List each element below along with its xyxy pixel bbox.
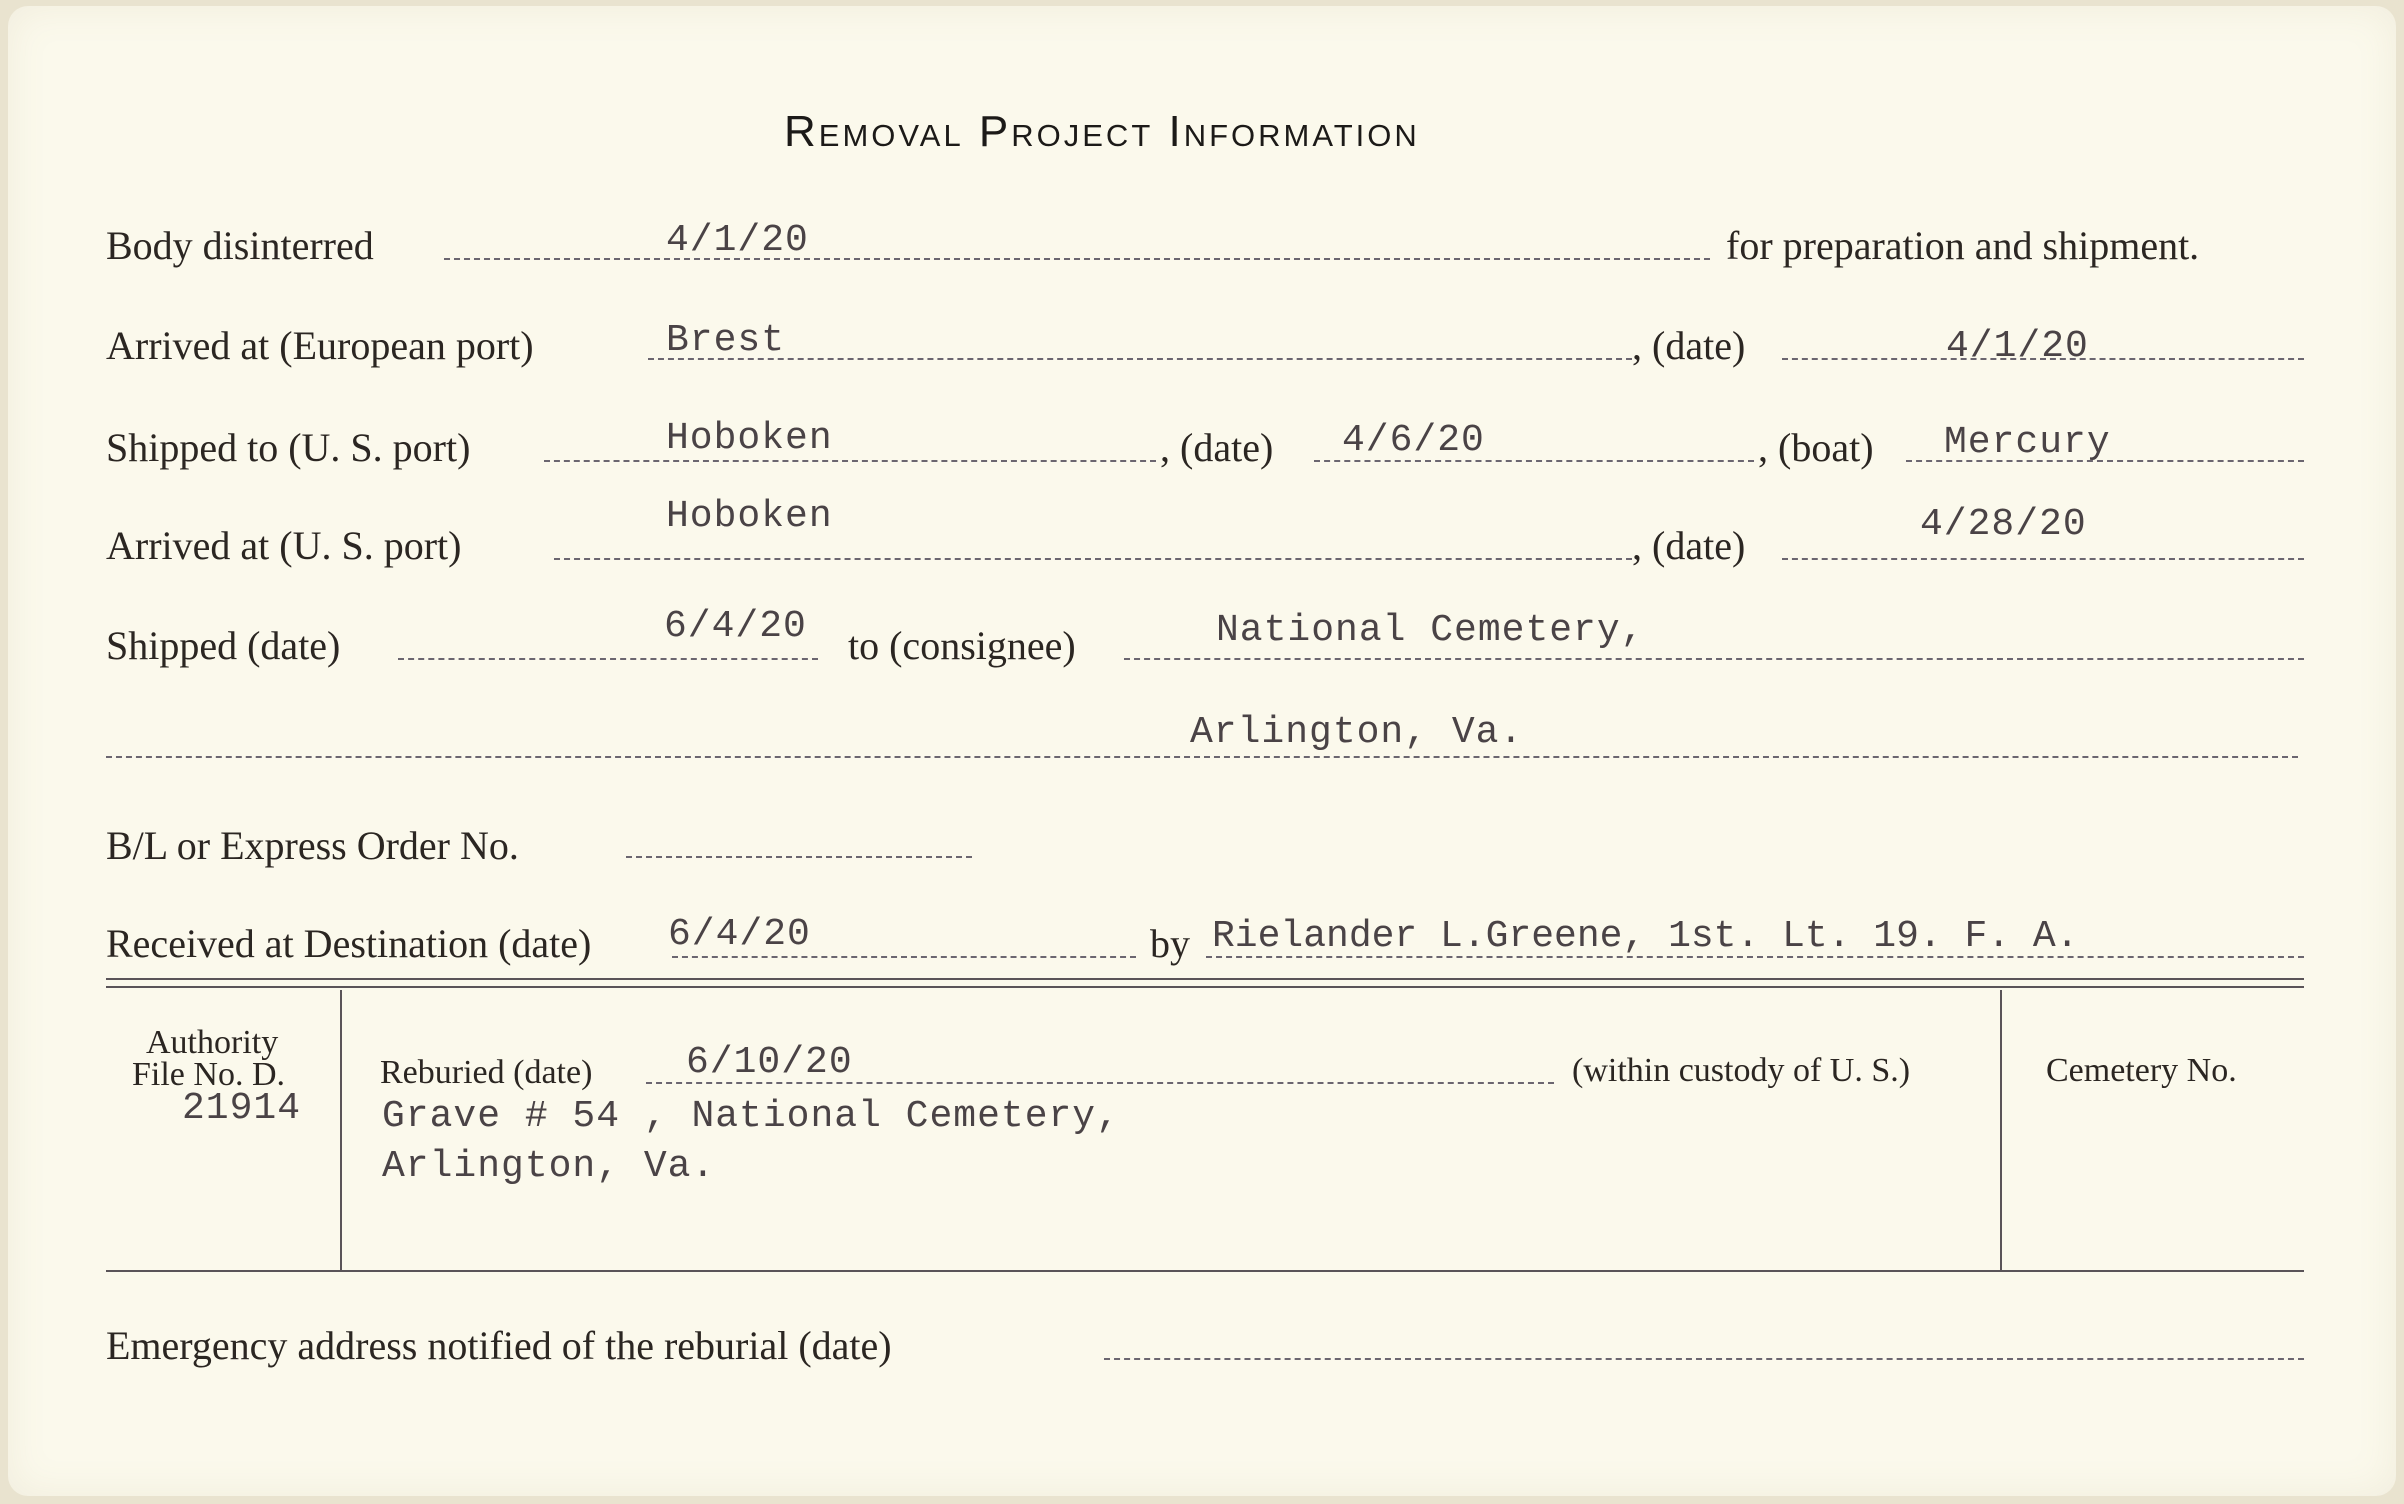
value-boat: Mercury — [1944, 421, 2111, 464]
value-us-port-arrived: Hoboken — [666, 495, 833, 538]
box-bottom-rule — [106, 1270, 2304, 1272]
value-authority-file-no: 21914 — [182, 1087, 302, 1130]
value-received-date: 6/4/20 — [668, 913, 811, 956]
field-line-body-disinterred — [444, 258, 1710, 260]
label-arrived-us-port: Arrived at (U. S. port) — [106, 523, 462, 568]
value-received-by: Rielander L.Greene, 1st. Lt. 19. F. A. — [1212, 915, 2079, 958]
value-body-disinterred-date: 4/1/20 — [666, 219, 809, 262]
field-line-consignee — [1124, 658, 2304, 660]
field-line-consignee-continued — [106, 756, 2298, 758]
label-emergency-notified: Emergency address notified of the reburial (date) — [106, 1323, 892, 1368]
value-grave-line1: Grave # 54 , National Cemetery, — [382, 1095, 1120, 1138]
value-shipped-date: 6/4/20 — [664, 605, 807, 648]
box-top-rule-1 — [106, 978, 2304, 980]
value-grave-line2: Arlington, Va. — [382, 1145, 716, 1188]
field-line-european-port — [648, 358, 1632, 360]
value-european-port: Brest — [666, 319, 786, 362]
label-european-port-date: , (date) — [1632, 323, 1746, 368]
label-arrived-european-port: Arrived at (European port) — [106, 323, 534, 368]
field-line-shipped-date — [398, 658, 818, 660]
label-shipped-to-us-port: Shipped to (U. S. port) — [106, 425, 471, 470]
box-divider-left — [340, 990, 342, 1270]
field-line-received-date — [672, 956, 1136, 958]
label-cemetery-no: Cemetery No. — [2046, 1052, 2237, 1089]
label-authority-file-no: File No. D. — [132, 1056, 285, 1093]
label-bl-order: B/L or Express Order No. — [106, 823, 519, 868]
label-us-port-arrived-date: , (date) — [1632, 523, 1746, 568]
value-us-port-shipped: Hoboken — [666, 417, 833, 460]
box-top-rule-2 — [106, 986, 2304, 988]
label-body-disinterred: Body disinterred — [106, 223, 374, 268]
label-within-custody: (within custody of U. S.) — [1572, 1052, 1911, 1089]
label-by: by — [1150, 921, 1190, 966]
field-line-bl-order — [626, 856, 972, 858]
value-reburied-date: 6/10/20 — [686, 1041, 853, 1084]
value-consignee-line2: Arlington, Va. — [1190, 711, 1524, 754]
field-line-us-port-arrived — [554, 558, 1632, 560]
value-us-port-arrived-date: 4/28/20 — [1920, 503, 2087, 546]
label-authority: Authority — [146, 1024, 279, 1061]
label-for-preparation: for preparation and shipment. — [1726, 223, 2200, 268]
label-shipped-date: Shipped (date) — [106, 623, 341, 668]
label-us-port-shipped-date: , (date) — [1160, 425, 1274, 470]
field-line-us-port-shipped — [544, 460, 1156, 462]
form-title: Removal Project Information — [784, 107, 1420, 156]
value-european-port-date: 4/1/20 — [1946, 325, 2089, 368]
label-reburied-date: Reburied (date) — [380, 1054, 593, 1091]
label-to-consignee: to (consignee) — [848, 623, 1076, 668]
field-line-emergency-date — [1104, 1358, 2304, 1360]
label-received-destination: Received at Destination (date) — [106, 921, 592, 966]
label-boat: , (boat) — [1758, 425, 1874, 470]
value-consignee-line1: National Cemetery, — [1216, 609, 1645, 652]
box-divider-right — [2000, 990, 2002, 1270]
value-us-port-shipped-date: 4/6/20 — [1342, 419, 1485, 462]
field-line-us-port-arrived-date — [1782, 558, 2304, 560]
